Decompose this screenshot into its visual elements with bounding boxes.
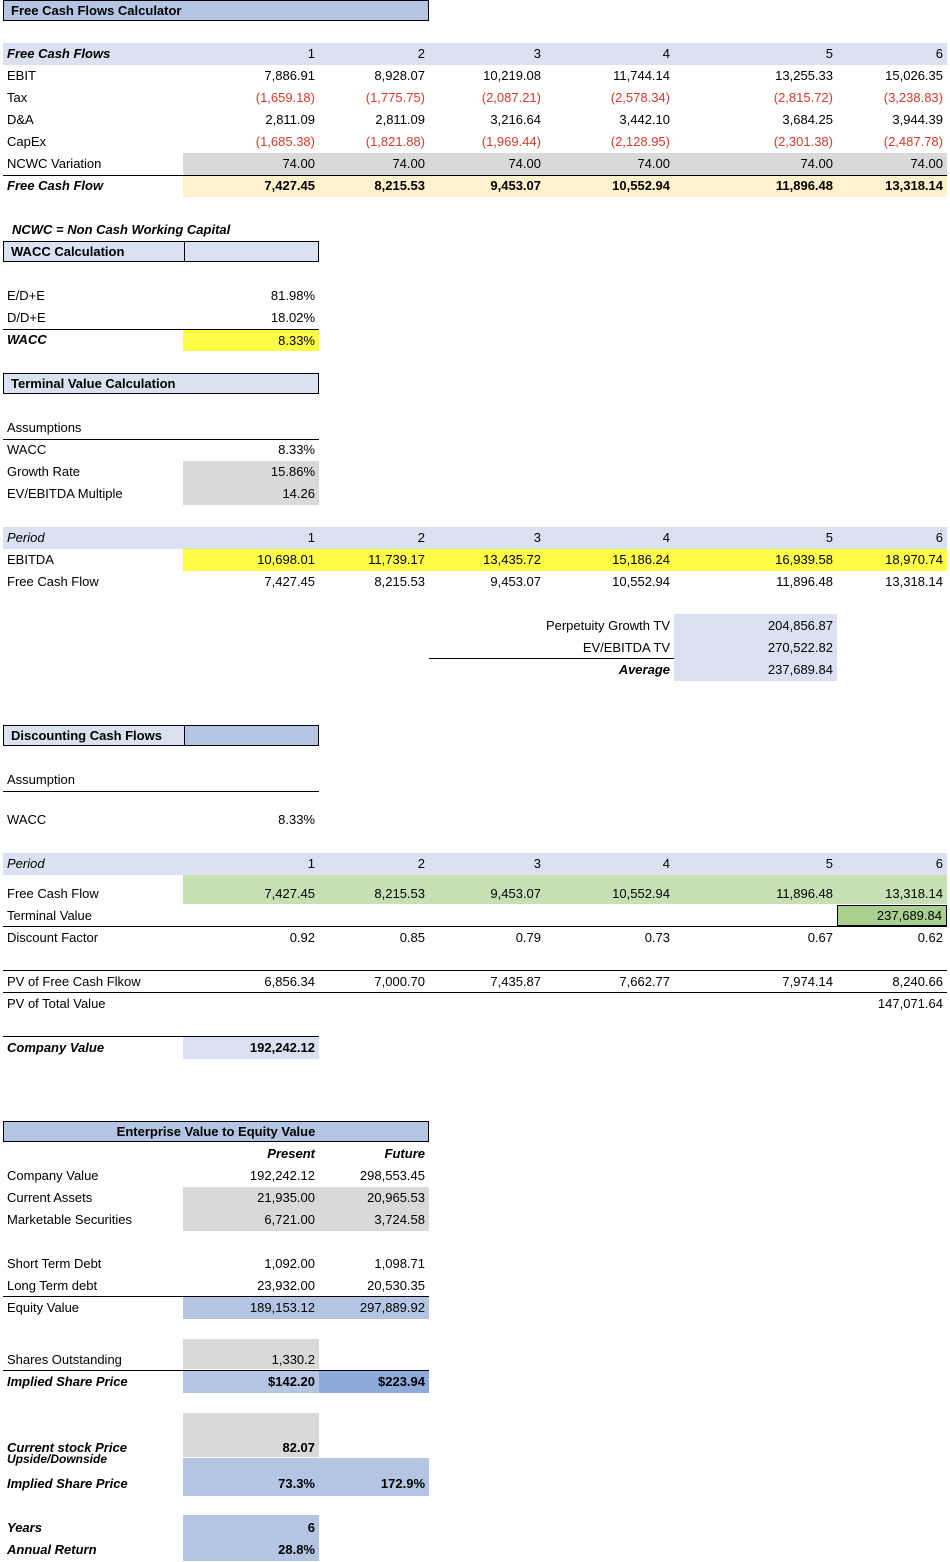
ev-upside-implied-label: Implied Share Price: [7, 1476, 128, 1491]
dcf-discount: 0.67: [807, 930, 833, 945]
dcf-title: Discounting Cash Flows: [3, 725, 185, 746]
wacc-row-label: WACC: [7, 332, 47, 347]
tv-summary-value: 204,856.87: [767, 618, 833, 633]
dcf-period: 6: [935, 856, 943, 871]
ev-implied-future: $223.94: [319, 1371, 429, 1393]
dcf-discount: 0.92: [289, 930, 315, 945]
fcf-cell: 8,215.53: [374, 178, 425, 193]
tv-ebitda: 10,698.01: [257, 552, 315, 567]
tv-period: 6: [935, 530, 943, 545]
ev-present: 189,153.12: [183, 1297, 319, 1319]
tv-fcf-label: Free Cash Flow: [7, 574, 99, 589]
tv-period: 1: [307, 530, 315, 545]
fcf-cell: 74.00: [910, 156, 943, 171]
wacc-row-label: D/D+E: [7, 310, 46, 325]
tv-assumption-value: 14.26: [183, 483, 319, 505]
dcf-fcf: 8,215.53: [374, 886, 425, 901]
page-title: Free Cash Flows Calculator: [3, 0, 429, 21]
ev-present: 6,721.00: [183, 1209, 319, 1231]
tv-ebitda: 18,970.74: [885, 552, 943, 567]
tv-title: Terminal Value Calculation: [3, 373, 319, 394]
ev-years-label: Years: [7, 1520, 42, 1535]
fcf-cell: (3,238.83): [883, 90, 943, 105]
wacc-title-cell: [184, 241, 319, 262]
fcf-cell: 3,944.39: [892, 112, 943, 127]
dcf-pv-fcf: 7,974.14: [782, 974, 833, 989]
ev-implied-present: $142.20: [183, 1371, 319, 1393]
dcf-assumption-label: Assumption: [7, 772, 75, 787]
tv-period: 4: [662, 530, 670, 545]
dcf-wacc-value: 8.33%: [278, 812, 315, 827]
fcf-cell: (1,969.44): [481, 134, 541, 149]
fcf-row-label: EBIT: [7, 68, 36, 83]
ev-years: 6: [307, 1520, 315, 1535]
dcf-pv-total-label: PV of Total Value: [7, 996, 106, 1011]
tv-period: 3: [533, 530, 541, 545]
ev-upside-label: Upside/Downside: [7, 1454, 108, 1466]
dcf-pv-fcf: 8,240.66: [892, 974, 943, 989]
fcf-cell: 10,552.94: [612, 178, 670, 193]
dcf-wacc-label: WACC: [7, 812, 47, 827]
dcf-pv-fcf: 6,856.34: [264, 974, 315, 989]
ev-annual-return: 28.8%: [278, 1542, 315, 1557]
tv-assumption-value: 15.86%: [183, 461, 319, 483]
ev-future: 3,724.58: [319, 1209, 429, 1231]
fcf-cell: 8,928.07: [374, 68, 425, 83]
dcf-discount: 0.79: [515, 930, 541, 945]
fcf-cell: 74.00: [282, 156, 315, 171]
ev-col-present: Present: [267, 1146, 315, 1161]
dcf-company-value: 192,242.12: [183, 1037, 319, 1059]
fcf-period: 6: [935, 46, 943, 61]
ev-row-label: Equity Value: [7, 1300, 80, 1315]
ev-implied-label: Implied Share Price: [7, 1374, 128, 1389]
fcf-period: 1: [307, 46, 315, 61]
tv-assumption-value: 8.33%: [278, 442, 315, 457]
ev-col-future: Future: [384, 1146, 425, 1161]
dcf-fcf: 7,427.45: [264, 886, 315, 901]
fcf-cell: 7,427.45: [264, 178, 315, 193]
wacc-row-value: 81.98%: [270, 288, 315, 303]
fcf-period: 4: [662, 46, 670, 61]
fcf-cell: (2,128.95): [610, 134, 670, 149]
ev-current-price: 82.07: [282, 1440, 315, 1455]
fcf-cell: 9,453.07: [490, 178, 541, 193]
tv-period-label: Period: [7, 530, 45, 545]
dcf-fcf: 9,453.07: [490, 886, 541, 901]
fcf-row-label: D&A: [7, 112, 34, 127]
fcf-cell: 7,886.91: [264, 68, 315, 83]
ev-future: 297,889.92: [319, 1297, 429, 1319]
dcf-period: 1: [307, 856, 315, 871]
ev-upside-present: 73.3%: [278, 1476, 315, 1491]
tv-summary-label: Average: [618, 662, 670, 677]
wacc-title: WACC Calculation: [3, 241, 185, 262]
tv-fcf: 7,427.45: [264, 574, 315, 589]
ev-present: 23,932.00: [257, 1278, 315, 1293]
fcf-row-label: Free Cash Flow: [7, 178, 104, 193]
tv-summary-label: Perpetuity Growth TV: [545, 618, 670, 633]
divider: [3, 791, 319, 792]
ev-row-label: Company Value: [7, 1168, 99, 1183]
ev-future: 1,098.71: [374, 1256, 425, 1271]
wacc-row-value: 18.02%: [270, 310, 315, 325]
fcf-cell: (2,301.38): [773, 134, 833, 149]
tv-assumptions-label: Assumptions: [7, 420, 82, 435]
fcf-cell: 15,026.35: [885, 68, 943, 83]
fcf-cell: (2,087.21): [481, 90, 541, 105]
fcf-cell: 74.00: [800, 156, 833, 171]
tv-fcf: 9,453.07: [490, 574, 541, 589]
ev-future: 20,965.53: [319, 1187, 429, 1209]
fcf-row-label: NCWC Variation: [7, 156, 102, 171]
tv-fcf: 8,215.53: [374, 574, 425, 589]
dcf-period-label: Period: [7, 856, 45, 871]
fcf-cell: (2,815.72): [773, 90, 833, 105]
ev-present: 1,092.00: [264, 1256, 315, 1271]
fcf-cell: 3,684.25: [782, 112, 833, 127]
fcf-cell: 2,811.09: [265, 112, 315, 127]
tv-assumption-label: WACC: [7, 442, 47, 457]
dcf-terminal-value: 237,689.84: [837, 905, 947, 926]
ev-current-price-label: Current stock Price: [7, 1440, 127, 1455]
fcf-cell: (1,659.18): [255, 90, 315, 105]
fcf-period: 5: [825, 46, 833, 61]
fcf-cell: 74.00: [637, 156, 670, 171]
dcf-discount: 0.85: [399, 930, 425, 945]
fcf-row-label: CapEx: [7, 134, 47, 149]
dcf-pv-fcf-label: PV of Free Cash Flkow: [7, 974, 141, 989]
tv-ebitda: 16,939.58: [775, 552, 833, 567]
tv-period: 5: [825, 530, 833, 545]
tv-fcf: 13,318.14: [885, 574, 943, 589]
dcf-fcf-label: Free Cash Flow: [7, 886, 99, 901]
fcf-cell: 74.00: [508, 156, 541, 171]
dcf-company-value-label: Company Value: [7, 1040, 105, 1055]
fcf-cell: 13,318.14: [885, 178, 943, 193]
tv-assumption-label: EV/EBITDA Multiple: [7, 486, 123, 501]
fcf-cell: (1,685.38): [255, 134, 315, 149]
fcf-cell: 11,744.14: [613, 68, 670, 83]
dcf-pv-fcf: 7,662.77: [619, 974, 670, 989]
fcf-cell: 13,255.33: [775, 68, 833, 83]
fcf-cell: (2,578.34): [610, 90, 670, 105]
fcf-cell: (2,487.78): [883, 134, 943, 149]
tv-summary-value: 237,689.84: [767, 662, 833, 677]
tv-ebitda: 11,739.17: [368, 552, 425, 567]
fcf-cell: 11,896.48: [775, 178, 833, 193]
fcf-cell: (1,821.88): [365, 134, 425, 149]
tv-summary-label: EV/EBITDA TV: [582, 640, 670, 655]
tv-fcf: 11,896.48: [776, 574, 833, 589]
wacc-row-label: E/D+E: [7, 288, 45, 303]
dcf-discount: 0.62: [917, 930, 943, 945]
tv-fcf: 10,552.94: [612, 574, 670, 589]
ev-present: 192,242.12: [249, 1168, 315, 1183]
ev-future: 298,553.45: [359, 1168, 425, 1183]
wacc-result: 8.33%: [183, 330, 319, 351]
tv-ebitda: 13,435.72: [483, 552, 541, 567]
ev-upside-future: 172.9%: [380, 1476, 425, 1491]
dcf-fcf: 10,552.94: [612, 886, 670, 901]
ev-row-label: Short Term Debt: [7, 1256, 102, 1271]
ev-shares-label: Shares Outstanding: [7, 1352, 122, 1367]
tv-assumption-label: Growth Rate: [7, 464, 80, 479]
ev-row-label: Long Term debt: [7, 1278, 98, 1293]
ev-row-label: Marketable Securities: [7, 1212, 132, 1227]
dcf-period: 5: [825, 856, 833, 871]
dcf-discount: 0.73: [644, 930, 670, 945]
ev-title: Enterprise Value to Equity Value: [3, 1121, 429, 1142]
dcf-terminal-label: Terminal Value: [7, 908, 93, 923]
tv-ebitda: 15,186.24: [612, 552, 670, 567]
ev-present: 21,935.00: [183, 1187, 319, 1209]
ncwc-note: NCWC = Non Cash Working Capital: [12, 222, 231, 237]
dcf-period: 2: [417, 856, 425, 871]
ev-shares: 1,330.2: [271, 1352, 315, 1367]
fcf-cell: 74.00: [392, 156, 425, 171]
dcf-title-cell: [184, 725, 319, 746]
fcf-period: 3: [533, 46, 541, 61]
dcf-pv-fcf: 7,000.70: [374, 974, 425, 989]
ev-row-label: Current Assets: [7, 1190, 93, 1205]
tv-summary-value: 270,522.82: [767, 640, 833, 655]
tv-period: 2: [417, 530, 425, 545]
fcf-period: 2: [417, 46, 425, 61]
dcf-period: 3: [533, 856, 541, 871]
dcf-pv-total: 147,071.64: [877, 996, 943, 1011]
fcf-row-label: Tax: [7, 90, 28, 105]
fcf-cell: 10,219.08: [483, 68, 541, 83]
fcf-header-label: Free Cash Flows: [7, 46, 111, 61]
dcf-discount-label: Discount Factor: [7, 930, 99, 945]
dcf-fcf: 13,318.14: [885, 886, 943, 901]
ev-future: 20,530.35: [367, 1278, 425, 1293]
fcf-cell: 2,811.09: [375, 112, 425, 127]
tv-ebitda-label: EBITDA: [7, 552, 54, 567]
ev-annual-return-label: Annual Return: [7, 1542, 97, 1557]
fcf-cell: 3,442.10: [619, 112, 670, 127]
fcf-cell: (1,775.75): [365, 90, 425, 105]
dcf-period: 4: [662, 856, 670, 871]
dcf-pv-fcf: 7,435.87: [490, 974, 541, 989]
dcf-fcf: 11,896.48: [776, 886, 833, 901]
fcf-cell: 3,216.64: [490, 112, 541, 127]
